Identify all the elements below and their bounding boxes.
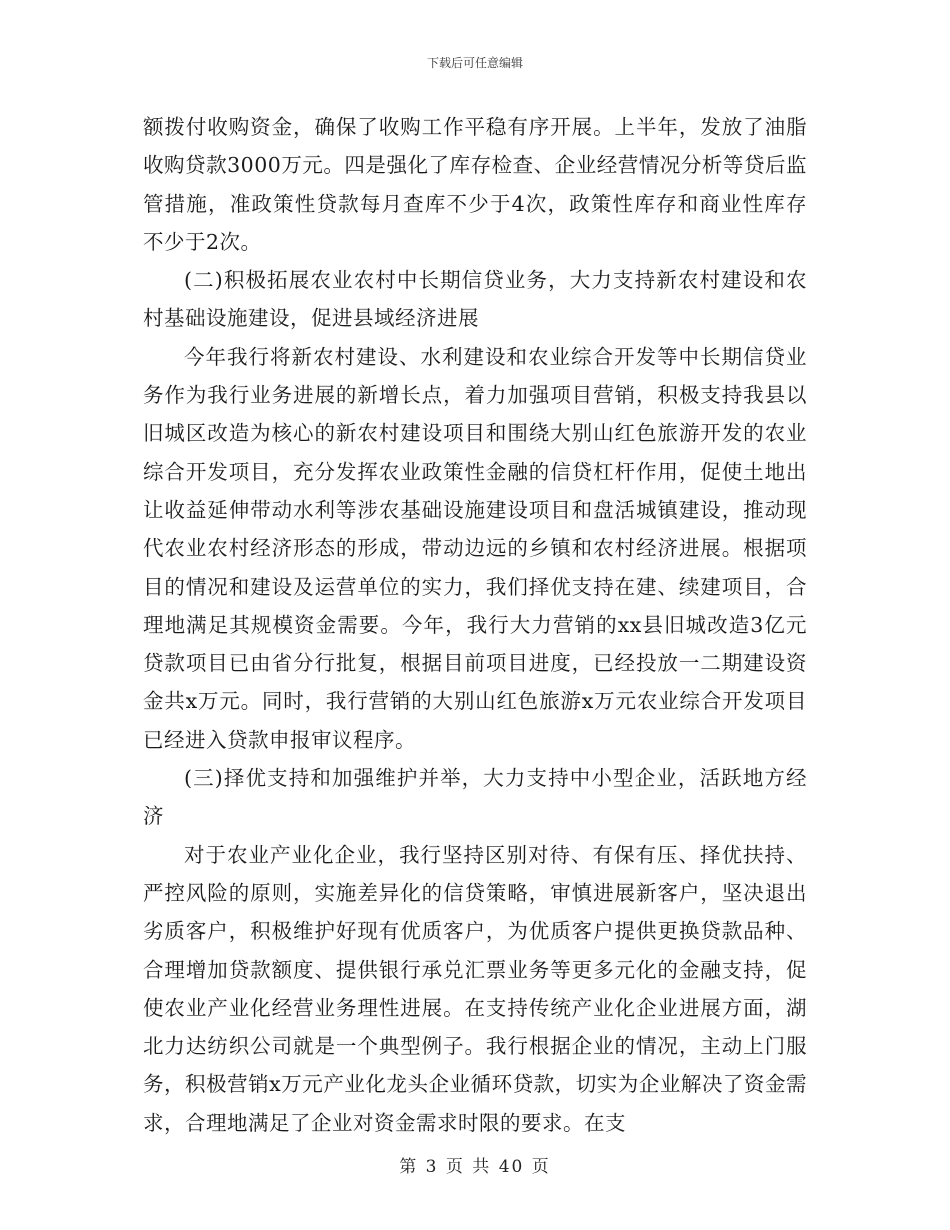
section-heading-3: (三)择优支持和加强维护并举，大力支持中小型企业，活跃地方经济 bbox=[143, 766, 807, 829]
page-number: 第 3 页 共 40 页 bbox=[399, 1157, 551, 1177]
paragraph-section-2: 今年我行将新农村建设、水利建设和农业综合开发等中长期信贷业务作为我行业务进展的新增长点，着力加强项目营销，积极支持我县以旧城区改造为核心的新农村建设项目和围绕大别山红色旅游开发的农业综合开发项目，充分发挥农业政策性金融的信贷杠杆作用，促使土地出让收益延伸带动水利等涉农基础设施建设项目和盘活城镇建设，推动现代农业农村经济形态的形成，带动边远的乡镇和农村经济进展。根据项目的情况和建设及运营单位的实力，我们择优支持在建、续建项目，合理地满足其规模资金需要。今年，我行大力营销的xx县旧城改造3亿元贷款项目已由省分行批复，根据目前项目进度，已经投放一二期建设资金共x万元。同时，我行营销的大别山红色旅游x万元农业综合开发项目已经进入贷款申报审议程序。 bbox=[143, 344, 807, 752]
header-note: 下载后可任意编辑 bbox=[426, 56, 523, 70]
paragraph-section-3: 对于农业产业化企业，我行坚持区别对待、有保有压、择优扶持、严控风险的原则，实施差异化的信贷策略，审慎进展新客户，坚决退出劣质客户，积极维护好现有优质客户，为优质客户提供更换贷款品种、合理增加贷款额度、提供银行承兑汇票业务等更多元化的金融支持，促使农业产业化经营业务理性进展。在支持传统产业化企业进展方面，湖北力达纺织公司就是一个典型例子。我行根据企业的情况，主动上门服务，积极营销x万元产业化龙头企业循环贷款，切实为企业解决了资金需求，合理地满足了企业对资金需求时限的要求。在支 bbox=[143, 842, 807, 1135]
document-body bbox=[143, 108, 807, 1142]
section-heading-2: (二)积极拓展农业农村中长期信贷业务，大力支持新农村建设和农村基础设施建设，促进县域经济进展 bbox=[143, 268, 807, 331]
paragraph-continuation: 额拨付收购资金，确保了收购工作平稳有序开展。上半年，发放了油脂收购贷款3000万元。四是强化了库存检查、企业经营情况分析等贷后监管措施，准政策性贷款每月查库不少于4次，政策性库存和商业性库存不少于2次。 bbox=[143, 115, 807, 254]
